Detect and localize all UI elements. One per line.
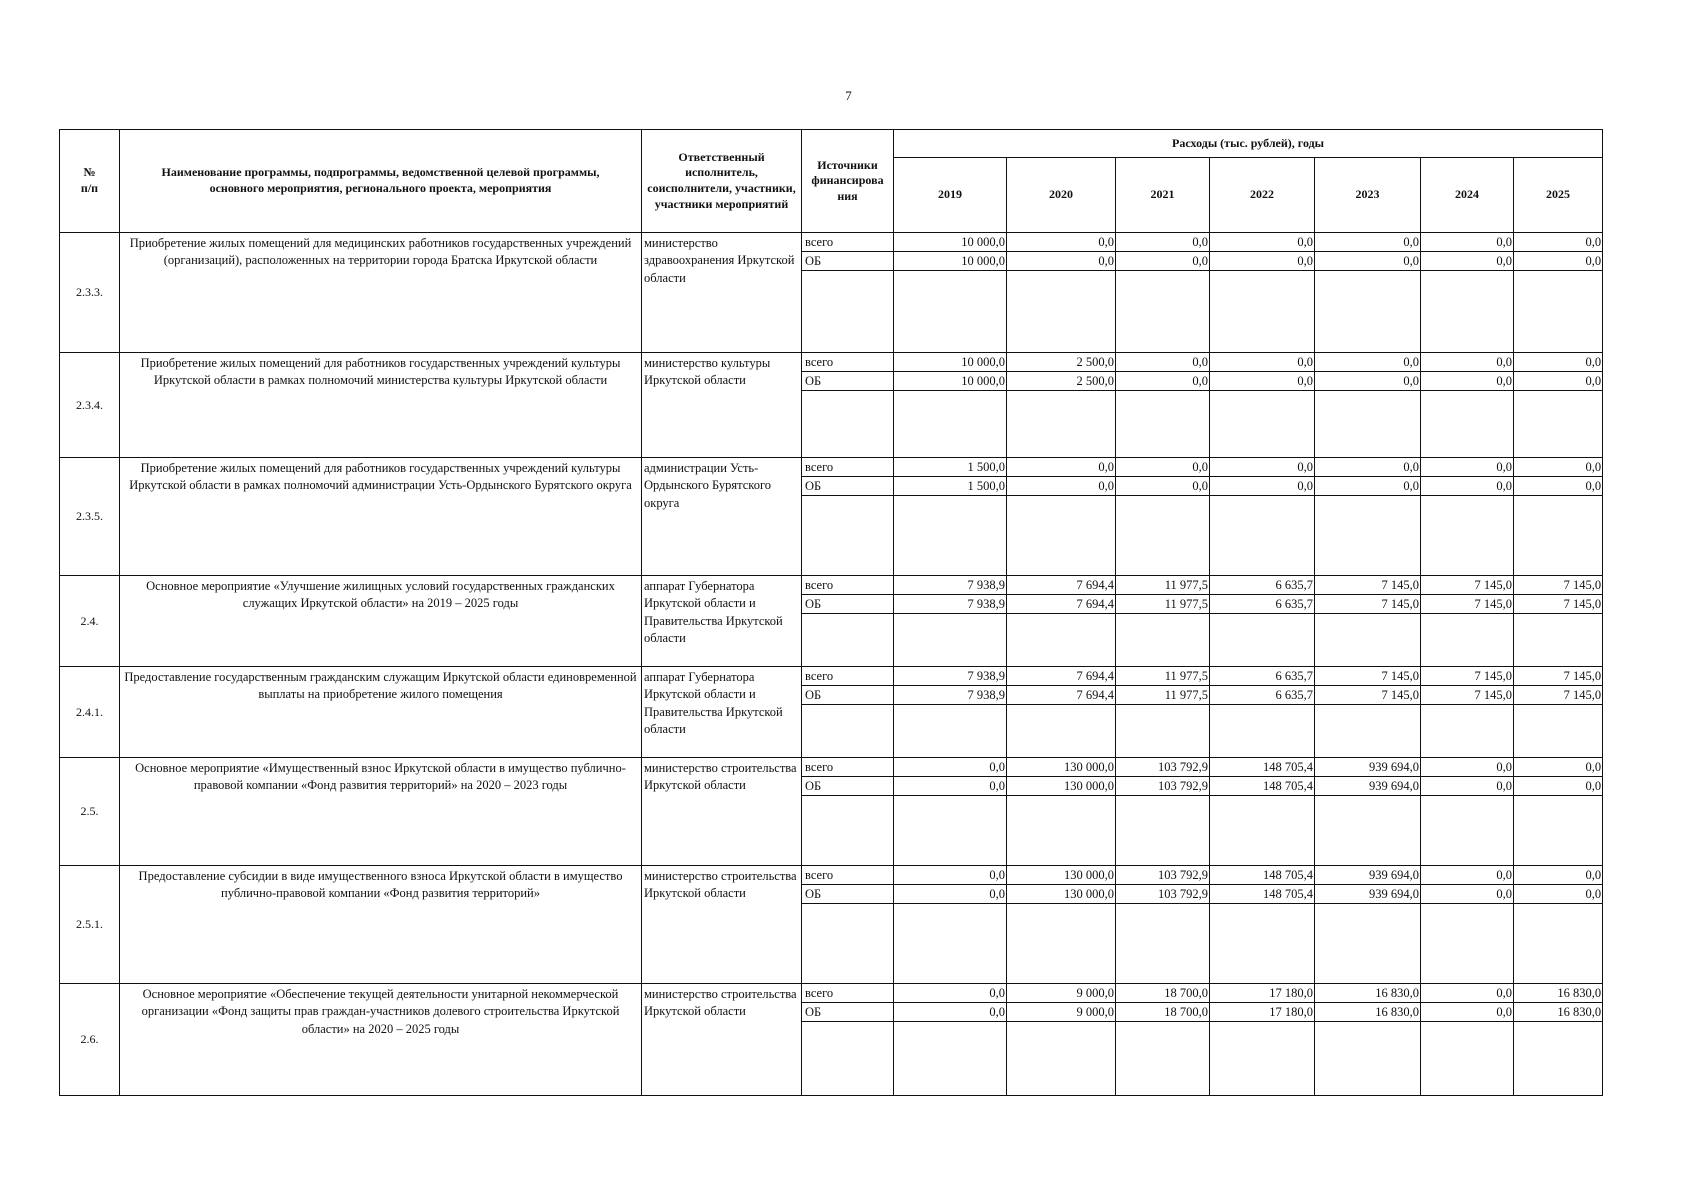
amount-value: 0,0 [1421,885,1513,904]
header-name: Наименование программы, подпрограммы, ведомственной целевой программы, основного мероприятия, регионального проекта, мероприятия [120,130,642,233]
source-label: всего [802,667,893,686]
year-values-cell [1315,984,1421,1096]
year-values-cell [1315,458,1421,576]
year-values-cell [1116,233,1210,353]
amount-value: 9 000,0 [1007,984,1115,1003]
year-values-cell [1421,353,1514,458]
year-values-cell [1116,353,1210,458]
year-values-cell [1007,353,1116,458]
amount-value: 0,0 [1116,233,1209,252]
amount-value: 103 792,9 [1116,885,1209,904]
amount-value: 0,0 [1210,458,1314,477]
year-values-cell [894,458,1007,576]
year-values-cell [1210,233,1315,353]
amount-value: 7 145,0 [1514,595,1602,614]
year-values-cell [1007,667,1116,758]
amount-value: 16 830,0 [1315,984,1420,1003]
row-number: 2.3.4. [60,353,120,458]
amount-value: 11 977,5 [1116,595,1209,614]
year-values-cell [1007,576,1116,667]
row-sources [802,353,894,458]
amount-value: 0,0 [1421,252,1513,271]
amount-value: 6 635,7 [1210,595,1314,614]
amount-value: 7 938,9 [894,686,1006,705]
year-values-cell [1514,353,1603,458]
amount-value: 0,0 [1315,458,1420,477]
year-values-cell [1514,233,1603,353]
header-year: 2023 [1315,158,1421,233]
year-values-cell [1007,233,1116,353]
page-number: 7 [845,88,852,103]
amount-value: 103 792,9 [1116,758,1209,777]
amount-value: 130 000,0 [1007,866,1115,885]
amount-value: 148 705,4 [1210,866,1314,885]
amount-value: 18 700,0 [1116,984,1209,1003]
year-values-cell [1421,866,1514,984]
year-values-cell [1007,984,1116,1096]
row-number: 2.3.3. [60,233,120,353]
year-values-cell [1421,576,1514,667]
amount-value: 1 500,0 [894,458,1006,477]
year-values-cell [1514,576,1603,667]
amount-value: 0,0 [894,777,1006,796]
source-label: всего [802,866,893,885]
year-values-cell [1514,667,1603,758]
year-values-cell [1116,866,1210,984]
amount-value: 0,0 [1007,233,1115,252]
table-row [60,667,1603,758]
year-values-cell [1210,353,1315,458]
amount-value: 0,0 [1514,372,1602,391]
row-name: Приобретение жилых помещений для работников государственных учреждений культуры Иркутской области в рамках полномочий администрации Усть-Ордынского Бурятского округа [120,458,642,576]
amount-value: 0,0 [1116,372,1209,391]
row-executor: министерство строительства Иркутской области [642,758,802,866]
year-values-cell [894,758,1007,866]
amount-value: 0,0 [1210,252,1314,271]
row-name: Предоставление государственным гражданским служащим Иркутской области единовременной выплаты на приобретение жилого помещения [120,667,642,758]
amount-value: 0,0 [1514,233,1602,252]
amount-value: 11 977,5 [1116,667,1209,686]
amount-value: 0,0 [1421,984,1513,1003]
header-year: 2020 [1007,158,1116,233]
year-values-cell [1210,758,1315,866]
row-sources [802,233,894,353]
row-executor: министерство культуры Иркутской области [642,353,802,458]
amount-value: 0,0 [1421,458,1513,477]
source-label: всего [802,758,893,777]
year-values-cell [1116,576,1210,667]
source-label: всего [802,233,893,252]
row-executor: администрации Усть-Ордынского Бурятского округа [642,458,802,576]
year-values-cell [1315,233,1421,353]
amount-value: 0,0 [1421,1003,1513,1022]
year-values-cell [1514,984,1603,1096]
row-number: 2.6. [60,984,120,1096]
amount-value: 0,0 [1007,458,1115,477]
row-name: Приобретение жилых помещений для работников государственных учреждений культуры Иркутской области в рамках полномочий министерства культуры Иркутской области [120,353,642,458]
amount-value: 0,0 [894,758,1006,777]
table-row [60,576,1603,667]
amount-value: 0,0 [1315,353,1420,372]
year-values-cell [894,866,1007,984]
source-label: всего [802,576,893,595]
year-values-cell [1421,758,1514,866]
year-values-cell [1315,353,1421,458]
amount-value: 10 000,0 [894,252,1006,271]
amount-value: 0,0 [894,1003,1006,1022]
source-label: ОБ [802,686,893,705]
amount-value: 939 694,0 [1315,758,1420,777]
row-executor: министерство здравоохранения Иркутской области [642,233,802,353]
amount-value: 7 145,0 [1514,576,1602,595]
source-label: всего [802,353,893,372]
amount-value: 0,0 [1116,477,1209,496]
year-values-cell [1007,758,1116,866]
amount-value: 2 500,0 [1007,353,1115,372]
year-values-cell [1315,667,1421,758]
source-label: ОБ [802,372,893,391]
amount-value: 16 830,0 [1514,1003,1602,1022]
year-values-cell [1210,866,1315,984]
source-label: ОБ [802,777,893,796]
row-sources [802,984,894,1096]
amount-value: 103 792,9 [1116,777,1209,796]
amount-value: 0,0 [894,984,1006,1003]
amount-value: 7 145,0 [1514,667,1602,686]
row-sources [802,758,894,866]
year-values-cell [1514,866,1603,984]
source-label: ОБ [802,477,893,496]
amount-value: 0,0 [1007,252,1115,271]
amount-value: 0,0 [1116,458,1209,477]
row-sources [802,458,894,576]
row-name: Основное мероприятие «Обеспечение текущей деятельности унитарной некоммерческой организации «Фонд защиты прав граждан-участников долевого строительства Иркутской области» на 2020 – 2025 годы [120,984,642,1096]
year-values-cell [1116,984,1210,1096]
header-year: 2024 [1421,158,1514,233]
table-body [60,233,1603,1096]
header-expenses: Расходы (тыс. рублей), годы [894,130,1603,158]
amount-value: 11 977,5 [1116,686,1209,705]
amount-value: 7 145,0 [1315,667,1420,686]
row-executor: министерство строительства Иркутской области [642,866,802,984]
amount-value: 2 500,0 [1007,372,1115,391]
amount-value: 0,0 [1421,353,1513,372]
year-values-cell [894,984,1007,1096]
header-year: 2022 [1210,158,1315,233]
source-label: ОБ [802,595,893,614]
amount-value: 0,0 [1007,477,1115,496]
amount-value: 7 694,4 [1007,576,1115,595]
amount-value: 0,0 [1210,477,1314,496]
amount-value: 130 000,0 [1007,885,1115,904]
amount-value: 148 705,4 [1210,885,1314,904]
amount-value: 0,0 [1315,233,1420,252]
amount-value: 0,0 [1421,233,1513,252]
amount-value: 0,0 [1514,252,1602,271]
year-values-cell [1421,458,1514,576]
source-label: всего [802,984,893,1003]
amount-value: 0,0 [894,885,1006,904]
row-name: Предоставление субсидии в виде имущественного взноса Иркутской области в имущество публично-правовой компании «Фонд развития территорий» [120,866,642,984]
amount-value: 0,0 [1116,353,1209,372]
amount-value: 7 145,0 [1421,576,1513,595]
amount-value: 0,0 [1514,885,1602,904]
header-year: 2019 [894,158,1007,233]
amount-value: 7 694,4 [1007,595,1115,614]
year-values-cell [1210,984,1315,1096]
year-values-cell [1210,576,1315,667]
amount-value: 6 635,7 [1210,686,1314,705]
year-values-cell [894,576,1007,667]
amount-value: 148 705,4 [1210,758,1314,777]
row-number: 2.4. [60,576,120,667]
amount-value: 10 000,0 [894,353,1006,372]
amount-value: 10 000,0 [894,372,1006,391]
year-values-cell [1116,758,1210,866]
amount-value: 0,0 [1514,758,1602,777]
row-sources [802,866,894,984]
amount-value: 0,0 [1210,372,1314,391]
header-source: Источники финансирова ния [802,130,894,233]
amount-value: 7 938,9 [894,595,1006,614]
year-values-cell [1514,758,1603,866]
amount-value: 148 705,4 [1210,777,1314,796]
year-values-cell [1007,866,1116,984]
amount-value: 130 000,0 [1007,758,1115,777]
amount-value: 0,0 [1210,353,1314,372]
amount-value: 17 180,0 [1210,984,1314,1003]
amount-value: 10 000,0 [894,233,1006,252]
amount-value: 6 635,7 [1210,667,1314,686]
row-number: 2.3.5. [60,458,120,576]
amount-value: 7 145,0 [1421,595,1513,614]
amount-value: 0,0 [1116,252,1209,271]
expenses-table [59,129,1603,1096]
amount-value: 9 000,0 [1007,1003,1115,1022]
header-year: 2021 [1116,158,1210,233]
amount-value: 939 694,0 [1315,777,1420,796]
row-number: 2.5.1. [60,866,120,984]
amount-value: 11 977,5 [1116,576,1209,595]
row-executor: министерство строительства Иркутской области [642,984,802,1096]
amount-value: 7 694,4 [1007,686,1115,705]
table-row [60,758,1603,866]
row-name: Основное мероприятие «Имущественный взнос Иркутской области в имущество публично-правовой компании «Фонд развития территорий» на 2020 – 2023 годы [120,758,642,866]
amount-value: 939 694,0 [1315,866,1420,885]
table-row [60,353,1603,458]
amount-value: 0,0 [1315,372,1420,391]
amount-value: 7 145,0 [1421,686,1513,705]
row-number: 2.5. [60,758,120,866]
amount-value: 0,0 [1421,477,1513,496]
year-values-cell [1210,458,1315,576]
row-executor: аппарат Губернатора Иркутской области и Правительства Иркутской области [642,576,802,667]
amount-value: 7 938,9 [894,576,1006,595]
row-number: 2.4.1. [60,667,120,758]
amount-value: 0,0 [1210,233,1314,252]
year-values-cell [1514,458,1603,576]
source-label: ОБ [802,1003,893,1022]
table-row [60,866,1603,984]
row-name: Основное мероприятие «Улучшение жилищных условий государственных гражданских служащих Иркутской области» на 2019 – 2025 годы [120,576,642,667]
table-header [60,130,1603,233]
table-row [60,984,1603,1096]
row-sources [802,667,894,758]
amount-value: 0,0 [1514,353,1602,372]
year-values-cell [894,667,1007,758]
row-sources [802,576,894,667]
amount-value: 0,0 [1514,477,1602,496]
amount-value: 7 938,9 [894,667,1006,686]
table-row [60,233,1603,353]
amount-value: 7 145,0 [1421,667,1513,686]
header-executor: Ответственный исполнитель, соисполнители, участники, участники мероприятий [642,130,802,233]
year-values-cell [1421,984,1514,1096]
amount-value: 0,0 [894,866,1006,885]
amount-value: 0,0 [1421,372,1513,391]
year-values-cell [1315,866,1421,984]
amount-value: 0,0 [1421,758,1513,777]
year-values-cell [1116,458,1210,576]
year-values-cell [1315,758,1421,866]
amount-value: 7 145,0 [1315,595,1420,614]
row-executor: аппарат Губернатора Иркутской области и Правительства Иркутской области [642,667,802,758]
year-values-cell [1007,458,1116,576]
year-values-cell [1210,667,1315,758]
amount-value: 7 145,0 [1315,576,1420,595]
header-num: № п/п [60,130,120,233]
amount-value: 0,0 [1514,777,1602,796]
amount-value: 1 500,0 [894,477,1006,496]
amount-value: 7 145,0 [1315,686,1420,705]
amount-value: 17 180,0 [1210,1003,1314,1022]
row-name: Приобретение жилых помещений для медицинских работников государственных учреждений (организаций), расположенных на территории города Братска Иркутской области [120,233,642,353]
amount-value: 18 700,0 [1116,1003,1209,1022]
year-values-cell [1116,667,1210,758]
year-values-cell [894,233,1007,353]
amount-value: 7 694,4 [1007,667,1115,686]
year-values-cell [1421,667,1514,758]
header-year: 2025 [1514,158,1603,233]
amount-value: 0,0 [1315,252,1420,271]
amount-value: 0,0 [1514,458,1602,477]
amount-value: 130 000,0 [1007,777,1115,796]
amount-value: 16 830,0 [1315,1003,1420,1022]
amount-value: 0,0 [1421,777,1513,796]
amount-value: 16 830,0 [1514,984,1602,1003]
amount-value: 103 792,9 [1116,866,1209,885]
source-label: ОБ [802,252,893,271]
amount-value: 7 145,0 [1514,686,1602,705]
year-values-cell [1315,576,1421,667]
year-values-cell [1421,233,1514,353]
year-values-cell [894,353,1007,458]
source-label: ОБ [802,885,893,904]
amount-value: 0,0 [1421,866,1513,885]
amount-value: 939 694,0 [1315,885,1420,904]
source-label: всего [802,458,893,477]
amount-value: 0,0 [1315,477,1420,496]
amount-value: 0,0 [1514,866,1602,885]
table-row [60,458,1603,576]
amount-value: 6 635,7 [1210,576,1314,595]
